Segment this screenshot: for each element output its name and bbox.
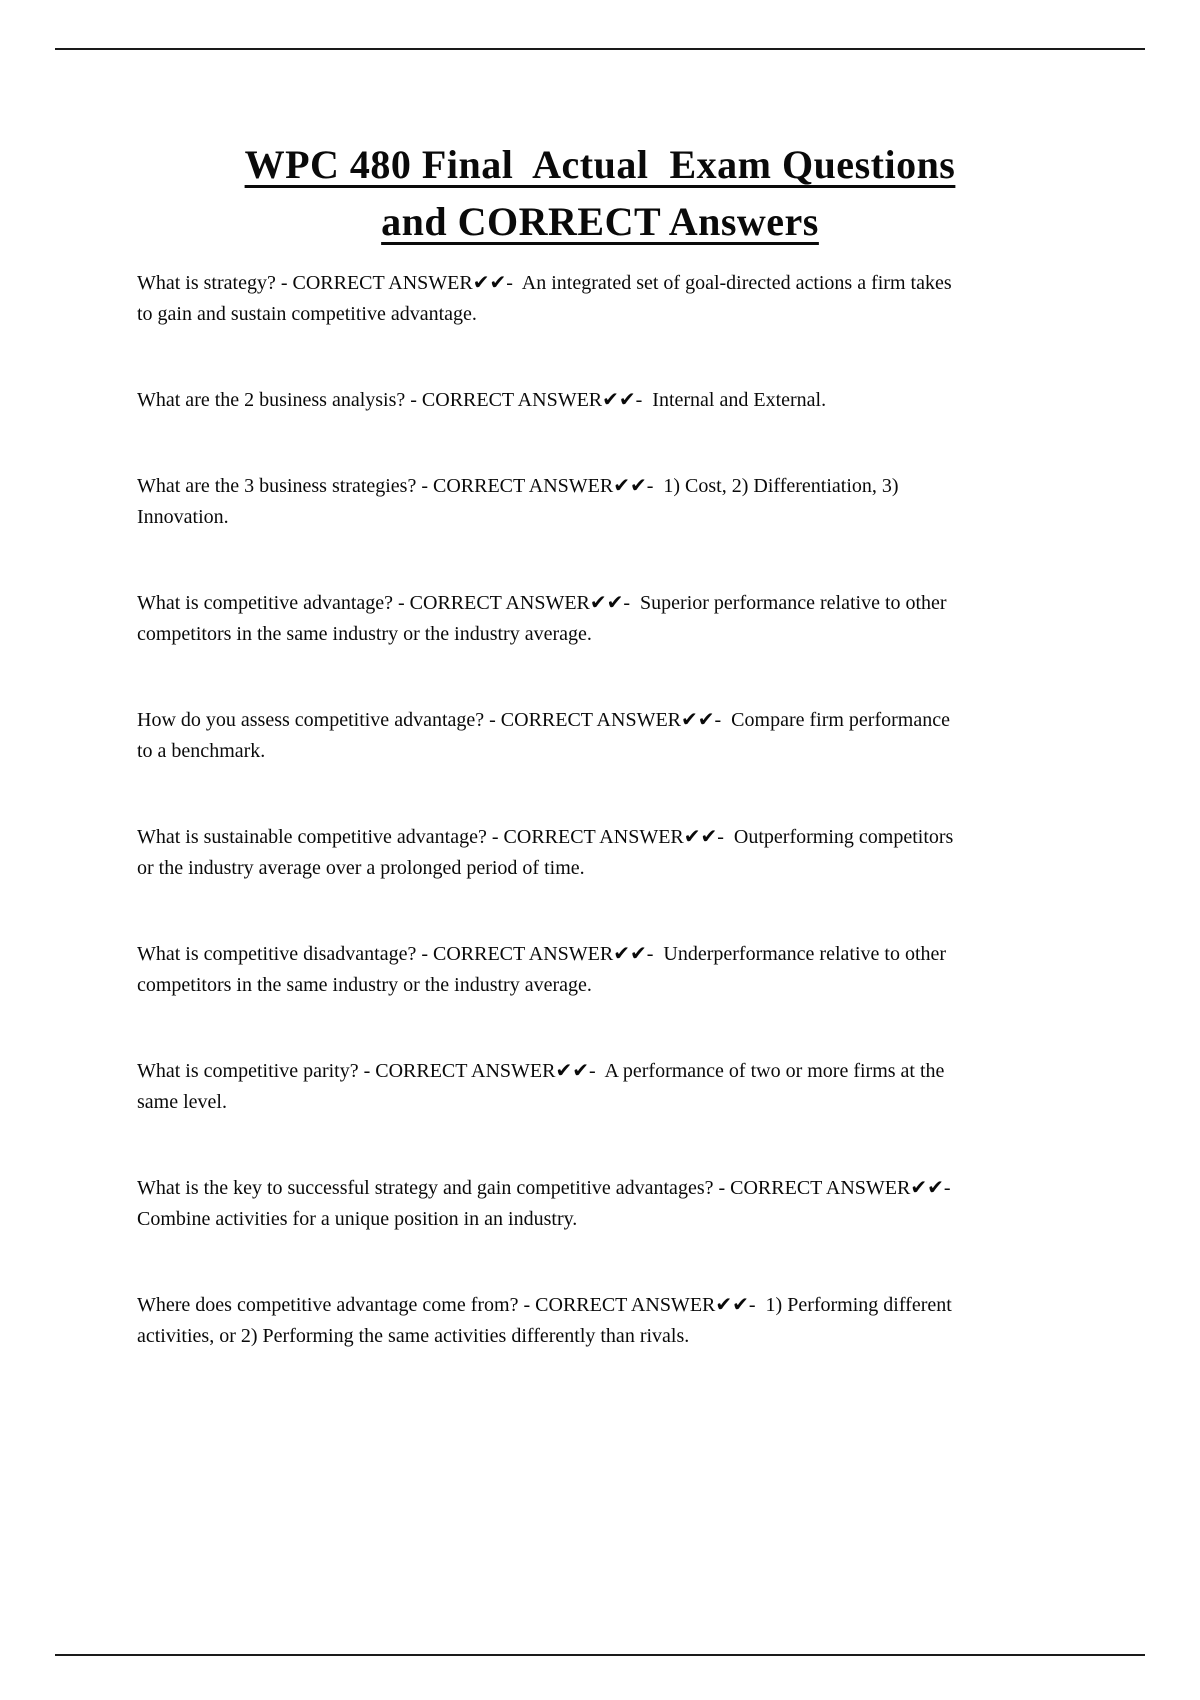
qa-item: What are the 3 business strategies? - CORRECT ANSWER✔✔- 1) Cost, 2) Differentiation, 3) Innovation. — [137, 475, 904, 528]
qa-item: What is sustainable competitive advantage? - CORRECT ANSWER✔✔- Outperforming competitors or the industry average over a prolonged period of time. — [137, 826, 959, 879]
qa-item: What is strategy? - CORRECT ANSWER✔✔- An integrated set of goal-directed actions a firm takes to gain and sustain competitive advantage. — [137, 272, 957, 325]
title-line-1: WPC 480 Final Actual Exam Questions — [244, 142, 956, 187]
page-title — [60, 136, 1140, 250]
qa-item: What is the key to successful strategy and gain competitive advantages? - CORRECT ANSWER✔✔- Combine activities for a unique position in an industry. — [137, 1177, 961, 1230]
qa-item: How do you assess competitive advantage? - CORRECT ANSWER✔✔- Compare firm performance to a benchmark. — [137, 709, 955, 762]
qa-item: What is competitive disadvantage? - CORRECT ANSWER✔✔- Underperformance relative to other competitors in the same industry or the industry average. — [137, 943, 952, 996]
top-rule — [55, 48, 1145, 50]
qa-list — [137, 268, 967, 1352]
qa-item: What is competitive advantage? - CORRECT ANSWER✔✔- Superior performance relative to other competitors in the same industry or the industry average. — [137, 592, 952, 645]
bottom-rule — [55, 1654, 1145, 1656]
qa-item: What is competitive parity? - CORRECT ANSWER✔✔- A performance of two or more firms at the same level. — [137, 1060, 950, 1113]
title-line-2: and CORRECT Answers — [381, 199, 819, 244]
qa-item: What are the 2 business analysis? - CORRECT ANSWER✔✔- Internal and External. — [137, 389, 827, 411]
qa-item: Where does competitive advantage come from? - CORRECT ANSWER✔✔- 1) Performing different activities, or 2) Performing the same activities differently than rivals. — [137, 1294, 957, 1347]
